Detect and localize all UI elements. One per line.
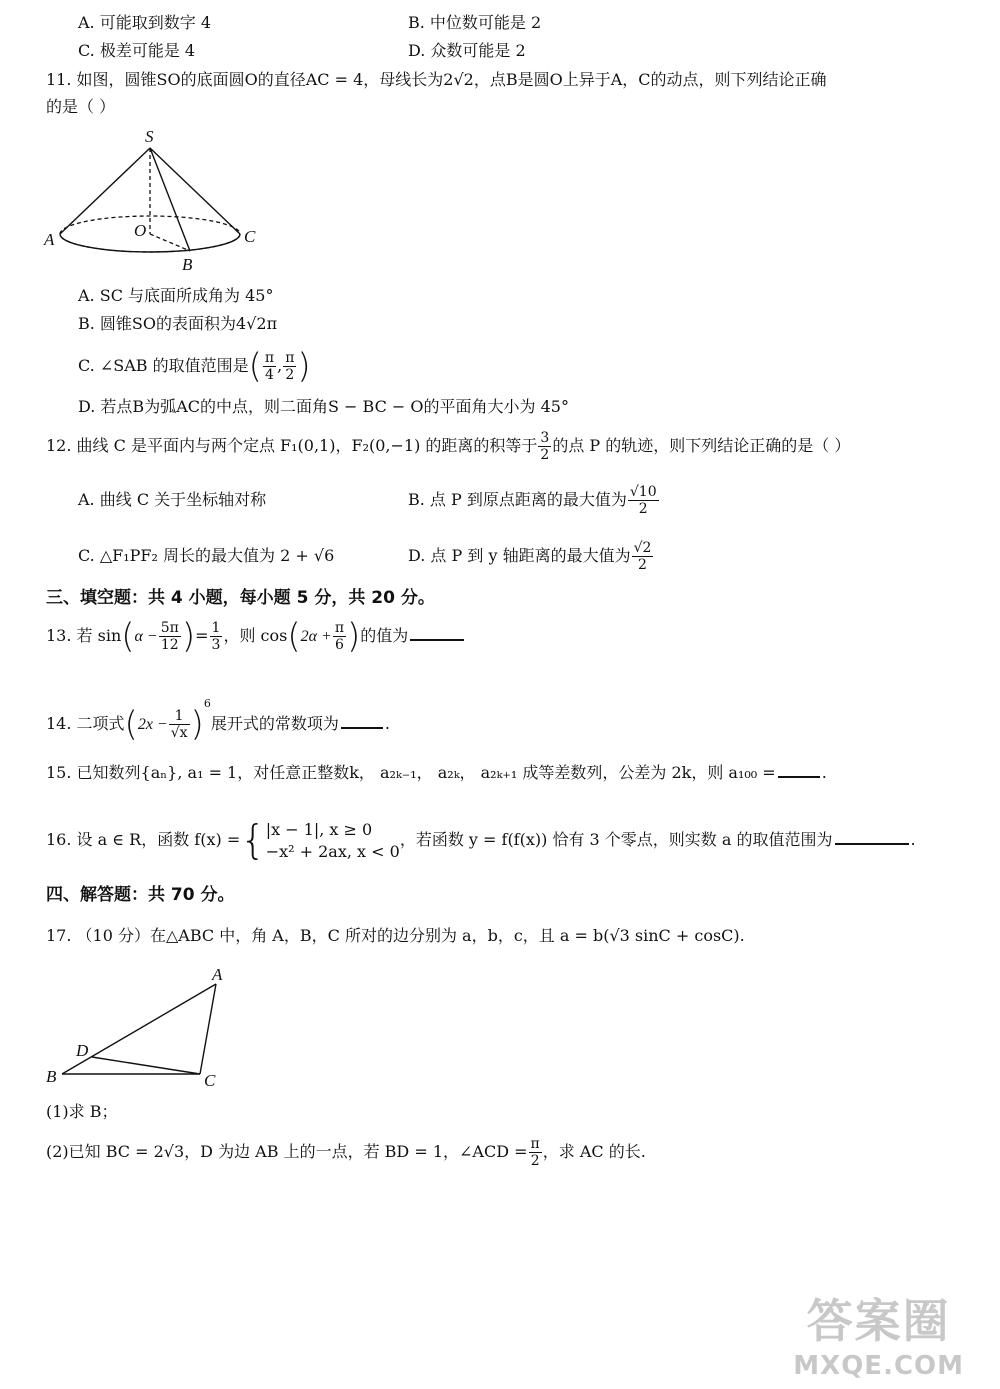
label-D: D bbox=[76, 1041, 89, 1060]
edge-SC bbox=[150, 148, 240, 234]
fraction-pi-6: $\frac{\pi}{6}$ bbox=[334, 620, 345, 653]
cone-base-front-arc bbox=[60, 234, 240, 252]
q12-option-a: A. 曲线 C 关于坐标轴对称 bbox=[78, 490, 267, 509]
label-C: C bbox=[204, 1071, 216, 1090]
edge-DC bbox=[92, 1057, 200, 1074]
watermark-url: MXQE.COM bbox=[793, 1351, 964, 1381]
q17-part2: (2)已知 BC = 2√3，D 为边 AB 上的一点，若 BD = 1，∠ACD = $\frac{\pi}{2}$ ，求 AC 的长. bbox=[46, 1136, 646, 1169]
fraction-3-2: $\frac{3}{2}$ bbox=[540, 430, 550, 463]
edge-SB bbox=[150, 148, 190, 251]
q11-option-c-text: C. ∠SAB 的取值范围是 bbox=[78, 356, 249, 375]
fraction-sqrt10-2: $\frac{√10}{2}$ bbox=[629, 484, 657, 517]
q16: 16. 设 a ∈ R，函数 f(x) ={ |x − 1|, x ≥ 0 −x² + 2ax, x < 0 ，若函数 y = f(f(x)) 恰有 3 个零点，则实数 a 的取值范围为 . bbox=[46, 817, 916, 864]
q14: 14. 二项式(2x − $\frac{1}{√x}$ )$^6$展开式的常数项为 . bbox=[46, 697, 390, 745]
q16-answer-blank[interactable] bbox=[835, 827, 909, 845]
cone-figure bbox=[40, 124, 270, 276]
label-C: C bbox=[244, 227, 256, 246]
fraction-pi-2-q17: $\frac{\pi}{2}$ bbox=[530, 1136, 540, 1169]
q15-answer-blank[interactable] bbox=[778, 760, 820, 778]
q10-option-c: C. 极差可能是 4 bbox=[78, 41, 196, 60]
q16-piecewise: |x − 1|, x ≥ 0 −x² + 2ax, x < 0 bbox=[265, 819, 400, 861]
q12-stem: 12. 曲线 C 是平面内与两个定点 F₁(0,1)，F₂(0,−1) 的距离的积等于 $\frac{3}{2}$ 的点 P 的轨迹，则下列结论正确的是（ ） bbox=[46, 430, 851, 463]
label-O: O bbox=[134, 221, 147, 240]
fraction-5pi-12: $\frac{5\pi}{12}$ bbox=[160, 620, 179, 653]
q10-option-d: D. 众数可能是 2 bbox=[408, 41, 526, 60]
q11-stem-line2: 的是（ ） bbox=[46, 97, 116, 116]
fraction-1-sqrtx: $\frac{1}{√x}$ bbox=[170, 708, 188, 741]
q11-option-a: A. SC 与底面所成角为 45° bbox=[78, 286, 274, 305]
fraction-sqrt2-2: $\frac{√2}{2}$ bbox=[633, 540, 652, 573]
q12-option-d: D. 点 P 到 y 轴距离的最大值为 $\frac{√2}{2}$ bbox=[408, 540, 652, 573]
label-B: B bbox=[46, 1067, 57, 1086]
label-A: A bbox=[212, 965, 223, 984]
q17-stem: 17. （10 分）在△ABC 中，角 A，B，C 所对的边分别为 a，b，c，且 a = b(√3 sinC + cosC). bbox=[46, 926, 745, 945]
fraction-pi-4: $\frac{\pi}{4}$ bbox=[264, 350, 275, 383]
edge-AC bbox=[200, 984, 216, 1074]
watermark-logo-text: 答案圈 bbox=[806, 1294, 951, 1348]
q13: 13. 若 sin(α − $\frac{5\pi}{12}$ )= $\frac{1}{3}$ ，则 cos(2α + $\frac{\pi}{6}$ )的值为 bbox=[46, 614, 466, 659]
watermark bbox=[793, 1285, 964, 1381]
label-B: B bbox=[182, 255, 193, 274]
q11-stem-line1: 11. 如图，圆锥SO的底面圆O的直径AC = 4，母线长为2√2，点B是圆O上异于A，C的动点，则下列结论正确 bbox=[46, 70, 827, 89]
label-S: S bbox=[145, 127, 154, 146]
edge-BA bbox=[62, 984, 216, 1074]
section-3-heading: 三、填空题：共 4 小题，每小题 5 分，共 20 分。 bbox=[46, 588, 435, 608]
q10-option-a: A. 可能取到数字 4 bbox=[78, 13, 211, 32]
triangle-figure bbox=[40, 964, 240, 1090]
q12-option-c: C. △F₁PF₂ 周长的最大值为 2 + √6 bbox=[78, 546, 335, 565]
q13-answer-blank[interactable] bbox=[410, 623, 464, 641]
q12-option-b: B. 点 P 到原点距离的最大值为 $\frac{√10}{2}$ bbox=[408, 484, 657, 517]
q14-answer-blank[interactable] bbox=[341, 711, 383, 729]
fraction-1-3: $\frac{1}{3}$ bbox=[211, 620, 221, 653]
label-A: A bbox=[44, 230, 55, 249]
q10-option-b: B. 中位数可能是 2 bbox=[408, 13, 542, 32]
fraction-pi-2: $\frac{\pi}{2}$ bbox=[285, 350, 295, 383]
q11-option-c: C. ∠SAB 的取值范围是( $\frac{\pi}{4}$ , $\frac{\pi}{2}$ ) bbox=[78, 346, 311, 387]
q11-option-b: B. 圆锥SO的表面积为4√2π bbox=[78, 314, 278, 333]
q15: 15. 已知数列{aₙ}, a₁ = 1，对任意正整数k， a₂ₖ₋₁， a₂ₖ， a₂ₖ₊₁ 成等差数列，公差为 2k，则 a₁₀₀ = . bbox=[46, 760, 827, 784]
q11-option-d: D. 若点B为弧AC的中点，则二面角S − BC − O的平面角大小为 45° bbox=[78, 397, 569, 416]
section-4-heading: 四、解答题：共 70 分。 bbox=[46, 885, 235, 905]
q17-part1: (1)求 B； bbox=[46, 1102, 118, 1121]
